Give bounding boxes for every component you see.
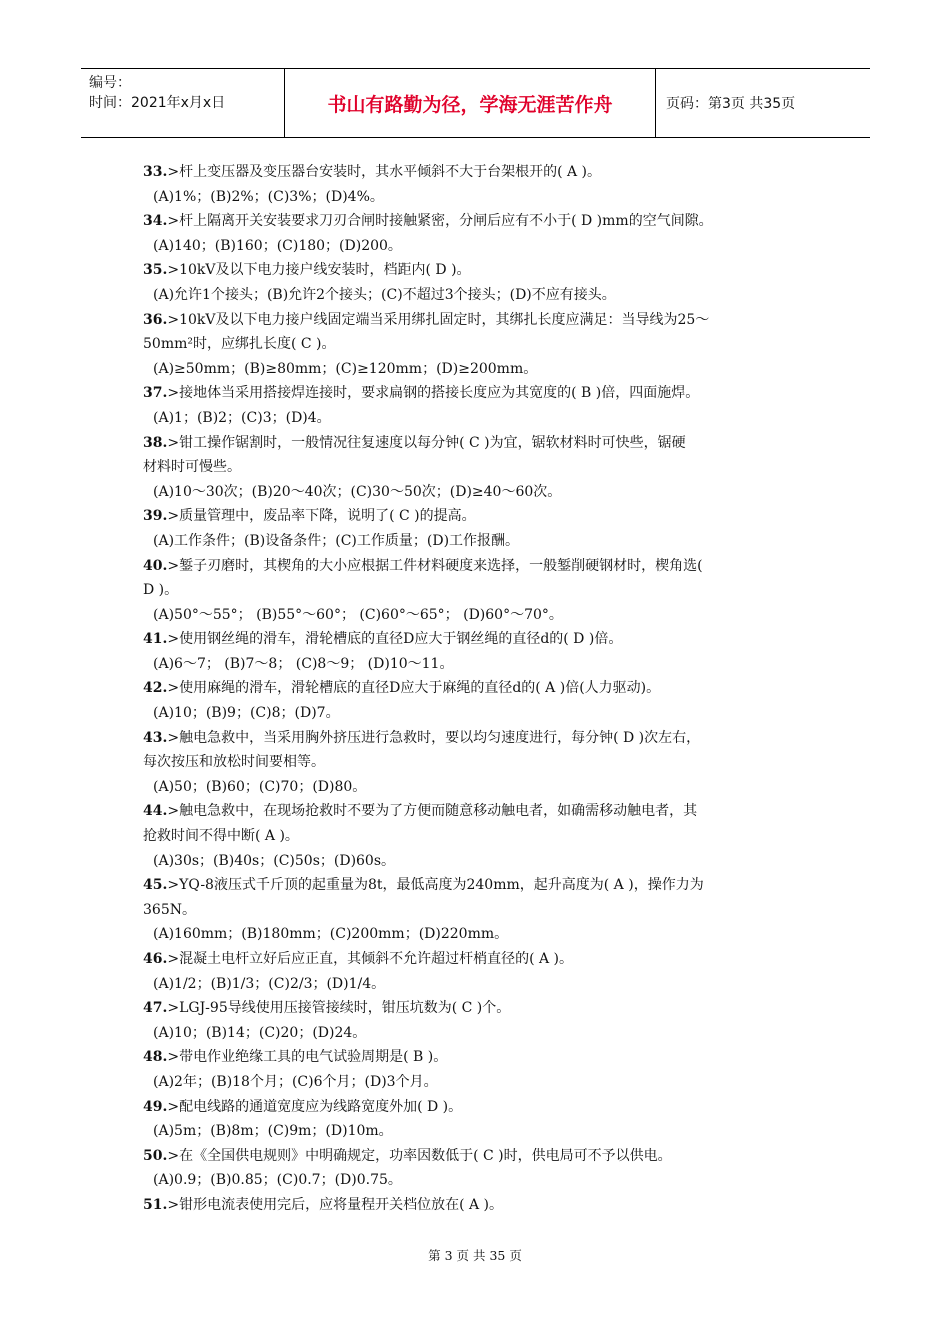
- question-stem: >质量管理中，废品率下降，说明了( C )的提高。: [167, 508, 476, 525]
- question-number: 33.: [143, 164, 168, 180]
- question-stem: >10kV及以下电力接户线固定端当采用绑扎固定时，其绑扎长度应满足：当导线为25～: [167, 311, 710, 328]
- question-stem: >触电急救中，在现场抢救时不要为了方便而随意移动触电者，如确需移动触电者，其: [167, 803, 698, 820]
- question-stem: 抢救时间不得中断( A )。: [143, 828, 299, 845]
- question-options: (A)10；(B)9；(C)8；(D)7。: [153, 705, 340, 722]
- question-options: (A)≥50mm；(B)≥80mm；(C)≥120mm；(D)≥200mm。: [153, 360, 538, 377]
- question-stem: D )。: [143, 582, 179, 599]
- question-number: 51.: [143, 1196, 168, 1213]
- question-text: [143, 1144, 818, 1169]
- question-text: [143, 209, 818, 234]
- question-options: (A)50°～55°； (B)55°～60°； (C)60°～65°； (D)60°～70°。: [153, 606, 563, 623]
- question-options: (A)允许1个接头；(B)允许2个接头；(C)不超过3个接头；(D)不应有接头。: [153, 286, 616, 303]
- question-stem: >10kV及以下电力接户线安装时，档距内( D )。: [167, 262, 471, 279]
- question-text: [143, 308, 818, 333]
- question-options: (A)50；(B)60；(C)70；(D)80。: [153, 778, 367, 795]
- question-stem: >LGJ-95导线使用压接管接续时，钳压坑数为( C )个。: [167, 1000, 511, 1017]
- question-options: (A)140；(B)160；(C)180；(D)200。: [153, 237, 402, 254]
- question-number: 45.: [143, 877, 168, 894]
- question-text: [143, 1045, 818, 1070]
- question-number: 37.: [143, 385, 168, 402]
- question-stem: >接地体当采用搭接焊连接时，要求扁钢的搭接长度应为其宽度的( B )倍，四面施焊。: [167, 385, 700, 402]
- question-number: 41.: [143, 631, 168, 648]
- question-text: [143, 1193, 818, 1218]
- question-stem: >钳形电流表使用完后，应将量程开关档位放在( A )。: [167, 1196, 504, 1213]
- question-options: (A)10～30次；(B)20～40次；(C)30～50次；(D)≥40～60次。: [153, 483, 562, 500]
- question-options: (A)10；(B)14；(C)20；(D)24。: [153, 1024, 367, 1041]
- question-options: (A)6～7； (B)7～8； (C)8～9； (D)10～11。: [153, 655, 454, 672]
- question-number: 50.: [143, 1147, 168, 1164]
- question-options: (A)1；(B)2；(C)3；(D)4。: [153, 409, 331, 426]
- question-options: (A)2年；(B)18个月；(C)6个月；(D)3个月。: [153, 1073, 438, 1090]
- question-stem: >杆上隔离开关安装要求刀刃合闸时接触紧密，分闸后应有不小于( D )mm的空气间隙。: [167, 213, 713, 230]
- question-stem: >带电作业绝缘工具的电气试验周期是( B )。: [167, 1049, 448, 1066]
- question-options: (A)30s；(B)40s；(C)50s；(D)60s。: [153, 852, 396, 869]
- question-stem: >杆上变压器及变压器台安装时，其水平倾斜不大于台架根开的( A )。: [167, 164, 602, 180]
- question-text-continued: [143, 898, 818, 923]
- question-number: 46.: [143, 951, 168, 967]
- question-text: [143, 676, 818, 701]
- question-options: (A)1%；(B)2%；(C)3%；(D)4%。: [153, 188, 384, 205]
- question-options: (A)1/2；(B)1/3；(C)2/3；(D)1/4。: [153, 975, 386, 992]
- question-stem: >使用钢丝绳的滑车，滑轮槽底的直径D应大于钢丝绳的直径d的( D )倍。: [167, 631, 623, 648]
- question-number: 44.: [143, 803, 168, 820]
- question-number: 36.: [143, 311, 168, 328]
- question-stem: >錾子刃磨时，其楔角的大小应根据工件材料硬度来选择，一般錾削硬钢材时，楔角选(: [167, 557, 703, 574]
- question-text: [143, 627, 818, 652]
- question-options: (A)0.9；(B)0.85；(C)0.7；(D)0.75。: [153, 1172, 402, 1189]
- question-text: [143, 554, 818, 579]
- question-text-continued: [143, 332, 818, 357]
- question-stem: >触电急救中，当采用胸外挤压进行急救时，要以均匀速度进行，每分钟( D )次左右，: [167, 729, 701, 746]
- question-text: [143, 504, 818, 529]
- question-number: 48.: [143, 1049, 168, 1066]
- question-text: [143, 726, 818, 751]
- page-footer: 第 3 页 共 35 页: [428, 1248, 522, 1263]
- question-number: 34.: [143, 213, 168, 230]
- header-info: [81, 69, 284, 137]
- question-text: [143, 160, 818, 185]
- question-text-continued: [143, 824, 818, 849]
- question-text: [143, 258, 818, 283]
- question-text: [143, 1095, 818, 1120]
- question-number: 40.: [143, 557, 168, 574]
- question-number: 47.: [143, 1000, 168, 1017]
- question-text: [143, 873, 818, 898]
- question-stem: 50mm²时，应绑扎长度( C )。: [143, 336, 336, 353]
- question-stem: >钳工操作锯割时，一般情况往复速度以每分钟( C )为宜，锯软材料时可快些，锯硬: [167, 434, 686, 451]
- question-number: 35.: [143, 262, 168, 279]
- motto: 书山有路勤为径，学海无涯苦作舟: [284, 69, 656, 137]
- question-number: 38.: [143, 434, 168, 451]
- question-text: [143, 799, 818, 824]
- question-stem: >YQ-8液压式千斤顶的起重量为8t，最低高度为240mm，起升高度为( A )，操作力为: [167, 877, 704, 894]
- question-stem: >在《全国供电规则》中明确规定，功率因数低于( C )时，供电局可不予以供电。: [167, 1147, 672, 1164]
- serial-label: 编号：: [89, 75, 131, 91]
- question-options: (A)工作条件；(B)设备条件；(C)工作质量；(D)工作报酬。: [153, 532, 520, 549]
- question-text: [143, 996, 818, 1021]
- question-stem: 365N。: [143, 901, 196, 918]
- question-text-continued: [143, 578, 818, 603]
- question-text: [143, 431, 818, 456]
- question-text: [143, 381, 818, 406]
- question-number: 43.: [143, 729, 168, 746]
- question-stem: >配电线路的通道宽度应为线路宽度外加( D )。: [167, 1098, 463, 1115]
- question-number: 42.: [143, 680, 168, 697]
- question-stem: >混凝土电杆立好后应正直，其倾斜不允许超过杆梢直径的( A )。: [167, 951, 574, 967]
- question-text: [143, 947, 818, 972]
- question-options: (A)5m；(B)8m；(C)9m；(D)10m。: [153, 1123, 393, 1140]
- question-options: (A)160mm；(B)180mm；(C)200mm；(D)220mm。: [153, 926, 509, 943]
- page-header: [81, 68, 870, 138]
- page-info: 页码：第3页 共35页: [666, 96, 796, 112]
- question-stem: >使用麻绳的滑车，滑轮槽底的直径D应大于麻绳的直径d的( A )倍(人力驱动)。: [167, 680, 661, 697]
- question-stem: 每次按压和放松时间要相等。: [143, 754, 325, 771]
- question-list: [143, 160, 818, 1218]
- question-number: 39.: [143, 508, 168, 525]
- question-number: 49.: [143, 1098, 168, 1115]
- question-stem: 材料时可慢些。: [143, 459, 241, 476]
- question-text-continued: [143, 455, 818, 480]
- question-text-continued: [143, 750, 818, 775]
- date-label: 时间：2021年x月x日: [89, 95, 226, 111]
